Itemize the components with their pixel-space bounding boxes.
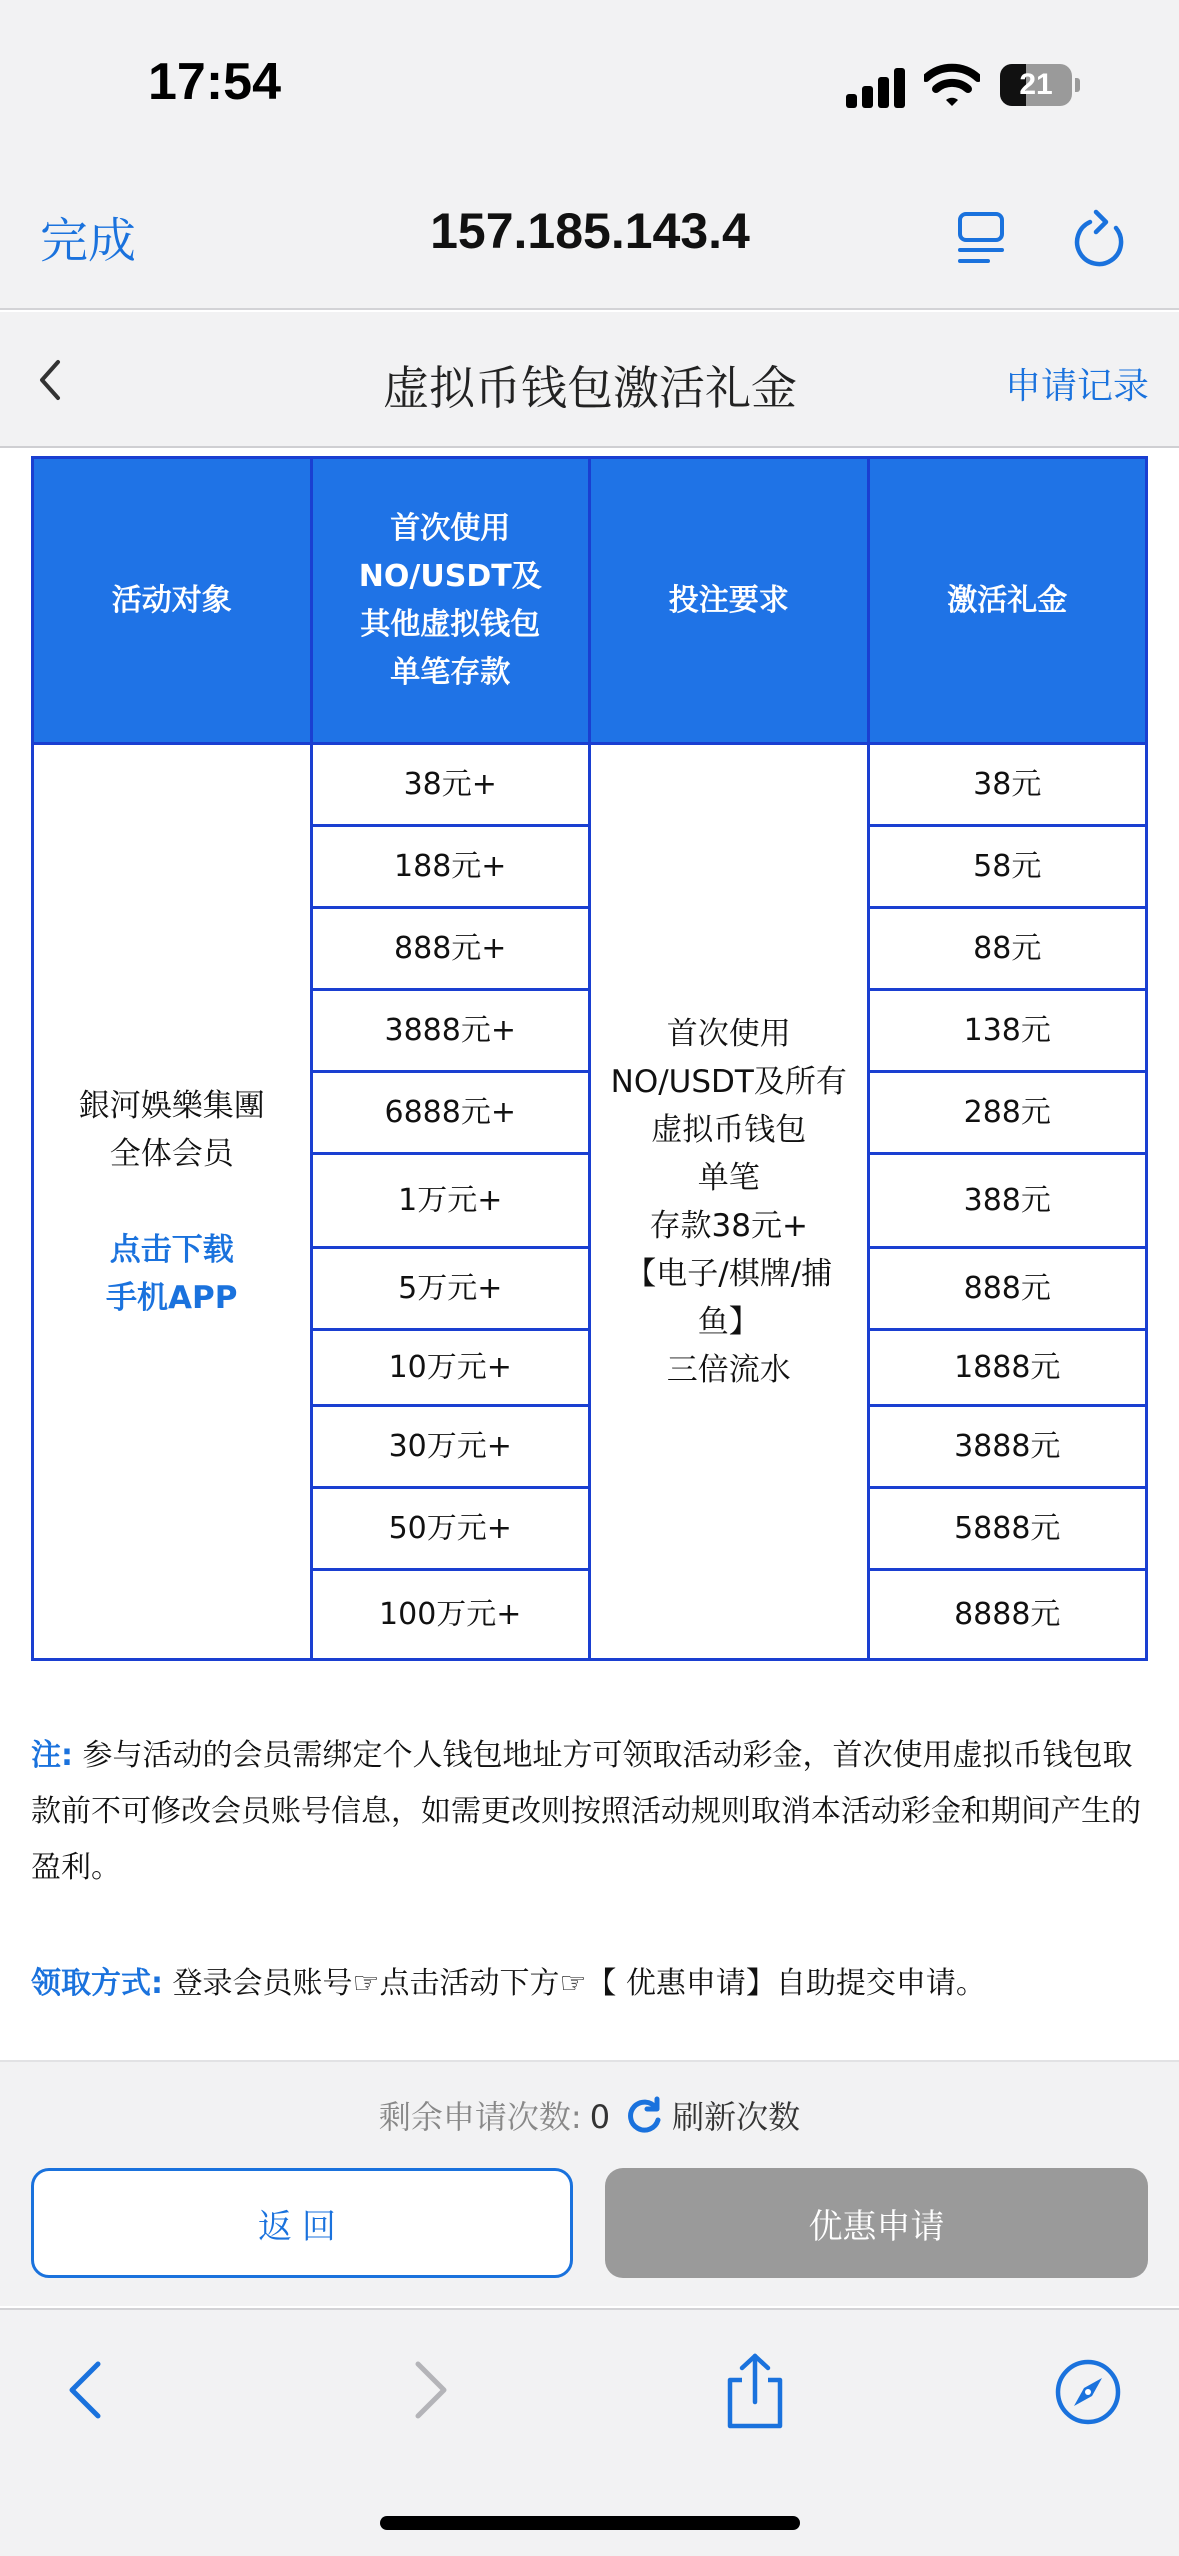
refresh-label: 刷新次数: [672, 2098, 801, 2136]
page-header: [0, 312, 1179, 448]
remaining-label: 剩余申请次数:: [378, 2098, 582, 2136]
download-app-link[interactable]: [34, 1226, 310, 1322]
apply-offer-button[interactable]: 优惠申请: [605, 2168, 1148, 2278]
deposit-cell: 5万元+: [311, 1248, 590, 1330]
browser-forward-icon[interactable]: [404, 2358, 454, 2422]
battery-tip: [1075, 78, 1080, 92]
target-line: 全体会员: [109, 1135, 234, 1172]
note-paragraph: [31, 1728, 1151, 1896]
header-deposit: [311, 458, 590, 744]
bonus-cell: 3888元: [868, 1406, 1147, 1488]
header-requirement: 投注要求: [590, 458, 869, 744]
deposit-cell: 38元+: [311, 744, 590, 826]
header-target: 活动对象: [33, 458, 312, 744]
requirement-line: 三倍流水: [666, 1351, 791, 1388]
requirement-cell: [590, 744, 869, 1660]
bonus-cell: 1888元: [868, 1330, 1147, 1406]
reader-list-icon[interactable]: [956, 210, 1006, 266]
bonus-cell: 888元: [868, 1248, 1147, 1330]
deposit-cell: 3888元+: [311, 990, 590, 1072]
browser-back-icon[interactable]: [62, 2358, 112, 2422]
url-display[interactable]: 157.185.143.4: [430, 203, 750, 259]
table-header-row: [33, 458, 1147, 744]
remaining-count-bar: [0, 2092, 1179, 2138]
page-title: 虚拟币钱包激活礼金: [383, 361, 797, 415]
bonus-table: [31, 456, 1148, 1661]
header-bonus: 激活礼金: [868, 458, 1147, 744]
wifi-icon: [924, 62, 980, 108]
refresh-icon: [624, 2096, 664, 2136]
share-icon[interactable]: [722, 2352, 788, 2432]
bonus-cell: 58元: [868, 826, 1147, 908]
download-line: 手机APP: [106, 1279, 238, 1316]
bonus-cell: 388元: [868, 1154, 1147, 1248]
table-row: [33, 744, 1147, 826]
back-button[interactable]: 返回: [31, 2168, 573, 2278]
bonus-cell: 88元: [868, 908, 1147, 990]
note-text: 参与活动的会员需绑定个人钱包地址方可领取活动彩金，首次使用虚拟币钱包取款前不可修改会员账号信息，如需更改则按照活动规则取消本活动彩金和期间产生的盈利。: [31, 1738, 1141, 1885]
status-bar: [0, 0, 1179, 160]
requirement-line: 【电子/棋牌/捕: [625, 1255, 833, 1292]
howto-paragraph: [31, 1956, 1151, 2012]
deposit-cell: 50万元+: [311, 1488, 590, 1570]
back-chevron-icon[interactable]: [30, 352, 70, 408]
bonus-cell: 138元: [868, 990, 1147, 1072]
bonus-table-wrapper: [31, 456, 1148, 1661]
header-deposit-line: NO/USDT及: [358, 558, 542, 594]
status-time: 17:54: [148, 53, 281, 111]
done-button[interactable]: 完成: [40, 202, 136, 271]
requirement-line: 鱼】: [697, 1303, 760, 1340]
reload-icon[interactable]: [1072, 206, 1130, 268]
deposit-cell: 30万元+: [311, 1406, 590, 1488]
requirement-line: 首次使用: [666, 1015, 791, 1052]
deposit-cell: 6888元+: [311, 1072, 590, 1154]
battery-level: 21: [1019, 68, 1053, 101]
header-deposit-line: 首次使用: [390, 510, 511, 546]
compass-icon[interactable]: [1054, 2358, 1122, 2426]
download-line: 点击下载: [109, 1231, 234, 1268]
requirement-line: NO/USDT及所有: [610, 1063, 847, 1100]
target-cell: [33, 744, 312, 1660]
deposit-cell: 1万元+: [311, 1154, 590, 1248]
home-indicator: [380, 2516, 800, 2530]
records-link[interactable]: 申请记录: [1004, 366, 1149, 407]
howto-text: 登录会员账号☞点击活动下方☞【 优惠申请】自助提交申请。: [172, 1966, 986, 2001]
bonus-cell: 8888元: [868, 1570, 1147, 1660]
bonus-cell: 38元: [868, 744, 1147, 826]
howto-label: 领取方式:: [31, 1966, 163, 2001]
note-label: 注:: [31, 1738, 73, 1773]
target-line: 銀河娛樂集團: [78, 1087, 265, 1124]
cellular-signal-icon: [846, 68, 906, 108]
deposit-cell: 100万元+: [311, 1570, 590, 1660]
requirement-line: 存款38元+: [649, 1207, 808, 1244]
deposit-cell: 188元+: [311, 826, 590, 908]
requirement-line: 单笔: [697, 1159, 760, 1196]
requirement-line: 虚拟币钱包: [651, 1111, 807, 1148]
action-area: [0, 2060, 1179, 2306]
deposit-cell: 888元+: [311, 908, 590, 990]
refresh-count-button[interactable]: [624, 2098, 800, 2136]
bonus-cell: 5888元: [868, 1488, 1147, 1570]
battery-icon: [1000, 64, 1072, 106]
deposit-cell: 10万元+: [311, 1330, 590, 1406]
header-deposit-line: 单笔存款: [390, 654, 511, 690]
remaining-count: 0: [589, 2098, 611, 2136]
header-deposit-line: 其他虚拟钱包: [360, 606, 541, 642]
browser-bar: [0, 160, 1179, 310]
bonus-cell: 288元: [868, 1072, 1147, 1154]
